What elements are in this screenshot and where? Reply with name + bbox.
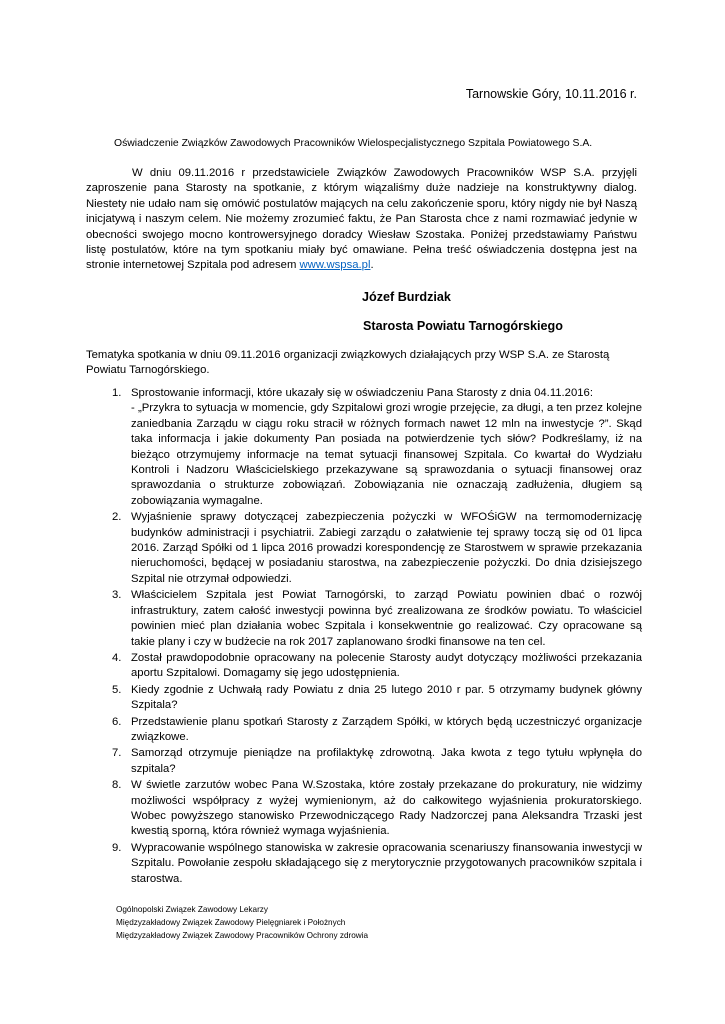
addressee-title: Starosta Powiatu Tarnogórskiego: [363, 319, 563, 333]
intro-paragraph: [86, 166, 637, 274]
list-item: [86, 778, 642, 840]
list-item-text: Właścicielem Szpitala jest Powiat Tarnogórski, to zarząd Powiatu powinien dbać o rozwój infrastruktury, zatem całość inwestycji powinna być zrealizowana ze środków powiatu. To właściciel powinien mieć plan działania wobec Szpitala i konsekwentnie go realizować. Czy opracowane są takie plany i czy w budżecie na rok 2017 zaplanowano środki finansowe na ten cel.: [131, 589, 642, 648]
list-item-text: Kiedy zgodnie z Uchwałą rady Powiatu z dnia 25 lutego 2010 r par. 5 otrzymamy budynek główny Szpitala?: [131, 683, 642, 712]
postulates-list: [86, 386, 642, 888]
list-item: [86, 510, 642, 587]
list-item-text: Przedstawienie planu spotkań Starosty z Zarządem Spółki, w których będą uczestniczyć organizacje związkowe.: [131, 715, 642, 743]
list-item-text: Wypracowanie wspólnego stanowiska w zakresie opracowania scenariuszy finansowania inwestycji w Szpitalu. Powołanie zespołu składającego się z merytorycznie przygotowanych pracowników szpitala i starostwa.: [131, 841, 642, 885]
list-item-number: 4.: [112, 651, 122, 664]
list-item-number: 9.: [112, 841, 122, 854]
list-item-number: 7.: [112, 747, 122, 760]
list-item-number: 6.: [112, 715, 122, 728]
list-item-text: Został prawdopodobnie opracowany na polecenie Starosty audyt dotyczący możliwości przekazania aportu Szpitalowi. Domagamy się jego udostępnienia.: [131, 651, 642, 680]
list-item-number: 2.: [112, 511, 122, 524]
signatory-union: Międzyzakładowy Związek Zawodowy Pielęgniarek i Położnych: [116, 917, 346, 927]
list-item: [86, 386, 642, 509]
list-item: [86, 683, 642, 714]
list-item: [86, 841, 642, 887]
list-item-text: Wyjaśnienie sprawy dotyczącej zabezpieczenia pożyczki w WFOŚiGW na termomodernizację budynków administracji i psychiatrii. Zabiegi zarządu o załatwienie tej sprawy toczą się od 01 lipca 2016. Zarząd Spółki od 1 lipca 2016 prowadzi korespondencję ze Starostwem w sprawie przekazania nieruchomości, będącej w posiadaniu starostwa, na zabezpieczenie pożyczki. Do dnia dzisiejszego Szpital nie otrzymał odpowiedzi.: [131, 511, 642, 585]
list-item-text: Sprostowanie informacji, które ukazały się w oświadczeniu Pana Starosty z dnia 04.11.2016:: [131, 387, 593, 399]
list-item-number: 1.: [112, 387, 122, 399]
statement-heading: Oświadczenie Związków Zawodowych Pracowników Wielospecjalistycznego Szpitala Powiatowego S.A.: [114, 138, 593, 149]
signatory-union: Ogólnopolski Związek Zawodowy Lekarzy: [116, 905, 268, 914]
signatory-union: Międzyzakładowy Związek Zawodowy Pracowników Ochrony zdrowia: [116, 930, 369, 940]
website-link[interactable]: www.wspsa.pl: [299, 259, 371, 272]
intro-text: W dniu 09.11.2016 r przedstawiciele Związków Zawodowych Pracowników WSP S.A. przyjęli zaproszenie pana Starosty na spotkanie, z którym wiązaliśmy duże nadzieje na konstruktywny dialog. Niestety nie udało nam się omówić postulatów mających na celu zakończenie sporu, który nigdy nie był Naszą inicjatywą i naszym celem. Nie możemy zrozumieć faktu, że Pan Starosta chce z nami rozmawiać jedynie w obecności swojego mocno kontrowersyjnego doradcy Wiesław Szostaka. Poniżej przedstawiamy Państwu listę postulatów, które na tym spotkaniu miały być omawiane. Pełna treść oświadczenia dostępna jest na stronie internetowej Szpitala pod adresem: [86, 167, 637, 272]
signatories: [116, 904, 368, 942]
addressee-name: Józef Burdziak: [362, 290, 451, 304]
list-item: [86, 746, 642, 777]
list-item: [86, 715, 642, 746]
list-item-text: Samorząd otrzymuje pieniądze na profilaktykę zdrowotną. Jaka kwota z tego tytułu wpłynęła do szpitala?: [131, 747, 642, 775]
list-item: [86, 651, 642, 682]
list-item-number: 8.: [112, 779, 122, 792]
list-item-quote: - „Przykra to sytuacja w momencie, gdy Szpitalowi grozi wrogie przejęcie, za długi, a ten przez kolejne zaniedbania Zarządu w ciągu roku stracił w różnych formach nawet 12 mln na inwestycje ?”. Skąd taka informacja i jakie dokumenty Pan posiada na potwierdzenie tych słów? Podkreślamy, iż na bieżąco otrzymujemy informacje na temat sytuacji finansowej Szpitala. Co kwartał do Wydziału Kontroli i Nadzoru Właścicielskiego przekazywane są sprawozdania o sytuacji finansowej oraz sprawozdania o strukturze zobowiązań. Zobowiązania nie oznaczają zadłużenia, długiem są zobowiązania wymagalne.: [131, 402, 642, 507]
intro-end: .: [370, 259, 374, 272]
list-item-number: 3.: [112, 589, 122, 602]
list-item-text: W świetle zarzutów wobec Pana W.Szostaka, które zostały przekazane do prokuratury, nie widzimy możliwości współpracy z wyżej wymienionym, aż do całkowitego wyjaśnienia prokuratorskiego. Wobec powyższego stanowisko Przewodniczącego Rady Nadzorczej pana Aleksandra Trzaski jest kwestią sporną, która również wymaga wyjaśnienia.: [131, 779, 642, 838]
list-item: [86, 588, 642, 650]
list-item-number: 5.: [112, 683, 122, 696]
meeting-topic: Tematyka spotkania w dniu 09.11.2016 organizacji związkowych działających przy WSP S.A. ze Starostą Powiatu Tarnogórskiego.: [86, 349, 610, 377]
document-date: Tarnowskie Góry, 10.11.2016 r.: [465, 87, 637, 101]
